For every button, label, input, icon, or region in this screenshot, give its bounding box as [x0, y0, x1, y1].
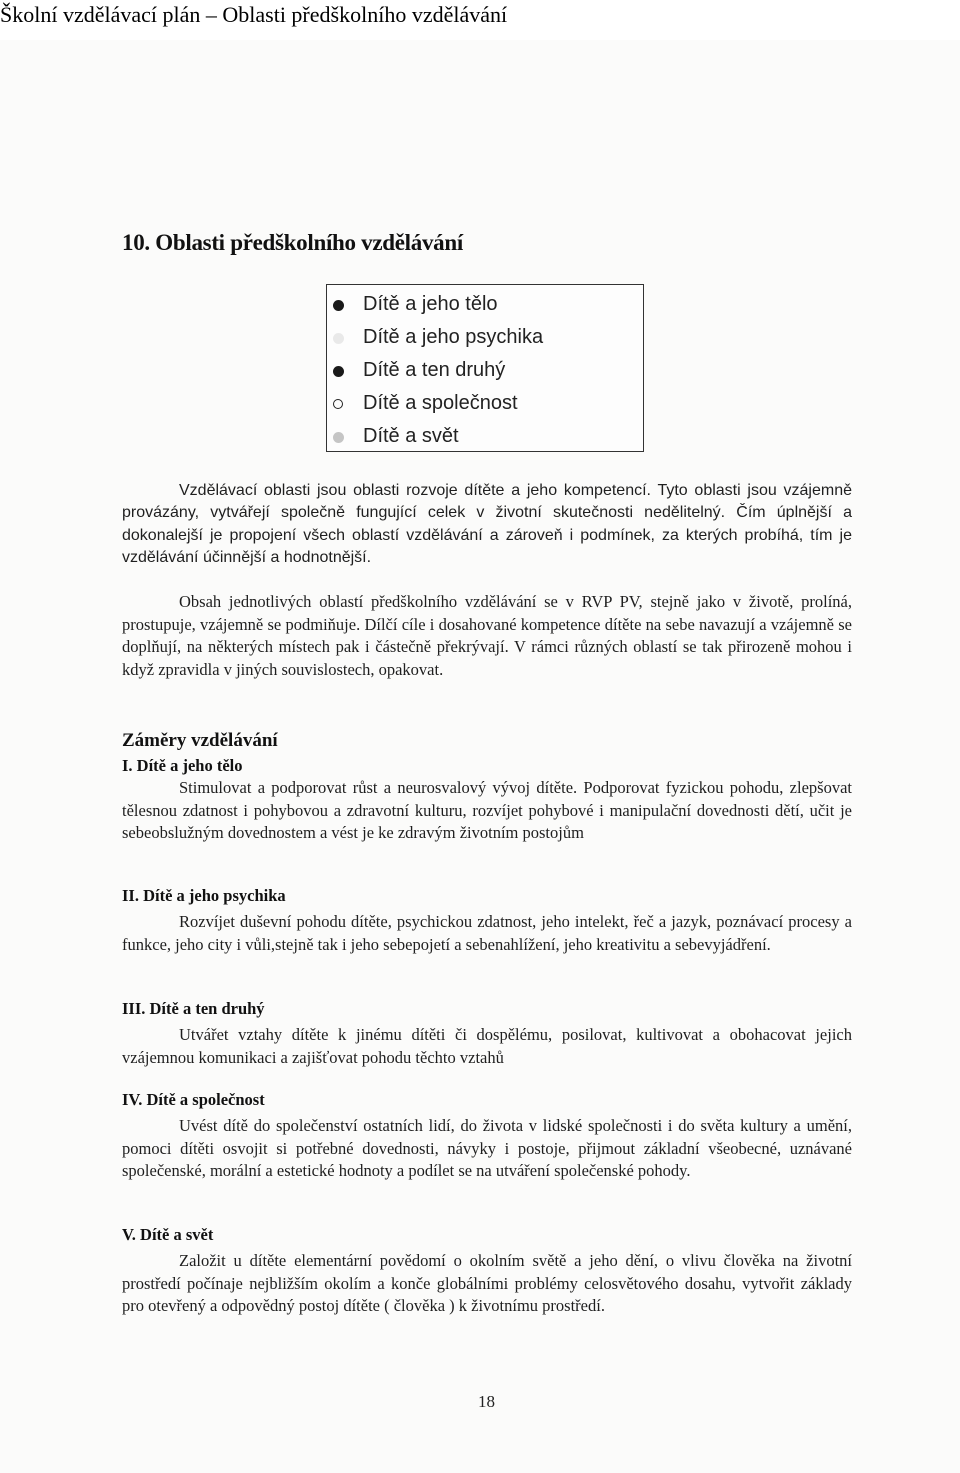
areas-box	[326, 284, 644, 452]
section-text: Utvářet vztahy dítěte k jinému dítěti či dospělému, posilovat, kultivovat a obohacovat jejich vzájemnou komunikaci a zajišťovat pohodu těchto vztahů	[122, 1025, 852, 1067]
area-label: Dítě a jeho tělo	[363, 293, 498, 315]
filled-bullet-icon	[333, 366, 344, 377]
area-item	[363, 326, 543, 349]
pale-bullet-icon	[333, 333, 344, 344]
filled-bullet-icon	[333, 300, 344, 311]
section-text: Uvést dítě do společenství ostatních lidí, do života v lidské společnosti i do světa kultury a umění, pomoci dítěti osvojit si potřebné dovednosti, návyky i postoje, přijmout základní všeobecné, uznávané společenské, morální a estetické hodnoty a podílet se na utváření společenské pohody.	[122, 1116, 852, 1181]
section-title: I. Dítě a jeho tělo	[122, 756, 243, 775]
gray-bullet-icon	[333, 432, 344, 443]
area-item	[363, 392, 518, 415]
area-label: Dítě a společnost	[363, 392, 518, 414]
page-header-title: Školní vzdělávací plán – Oblasti předškolního vzdělávání	[0, 2, 508, 27]
section-text: Rozvíjet duševní pohodu dítěte, psychickou zdatnost, jeho intelekt, řeč a jazyk, poznávací procesy a funkce, jeho city i vůli,stejně tak i jeho sebepojetí a sebenahlížení, jeho kreativitu a sebevyjádření.	[122, 912, 852, 954]
section-title: III. Dítě a ten druhý	[122, 999, 265, 1018]
intro-paragraph-1: Vzdělávací oblasti jsou oblasti rozvoje dítěte a jeho kompetencí. Tyto oblasti jsou vzájemně provázány, vytvářejí společně fungující celek v životní skutečnosti nedělitelný. Čím úplnější a dokonalejší je propojení všech oblastí vzdělávání a zároveň i podmínek, za kterých probíhá, tím je vzdělávání účinnější a hodnotnější.	[122, 482, 852, 567]
aims-heading: Záměry vzdělávání	[122, 730, 278, 751]
page-number: 18	[478, 1392, 495, 1411]
area-label: Dítě a svět	[363, 425, 459, 447]
section-text: Založit u dítěte elementární povědomí o okolním světě a jeho dění, o vlivu člověka na životní prostředí počínaje nejbližším okolím a konče globálními problémy celosvětového dosahu, vytvořit základy pro otevřený a odpovědný postoj dítěte ( člověka ) k životnímu prostředí.	[122, 1251, 852, 1316]
section-title: II. Dítě a jeho psychika	[122, 886, 286, 905]
area-item	[363, 359, 505, 382]
area-item	[363, 425, 459, 448]
area-label: Dítě a jeho psychika	[363, 326, 544, 348]
section-text: Stimulovat a podporovat růst a neurosvalový vývoj dítěte. Podporovat fyzickou pohodu, zlepšovat tělesnou zdatnost i pohybovou a zdravotní kulturu, rozvíjet pohybové i manipulační dovednosti dětí, učit je sebeobslužným dovednostem a vést je ke zdravým životním postojům	[122, 778, 852, 843]
area-item	[363, 293, 498, 316]
chapter-heading: 10. Oblasti předškolního vzdělávání	[122, 230, 463, 255]
ring-bullet-icon	[333, 399, 343, 409]
section-title: IV. Dítě a společnost	[122, 1090, 265, 1109]
section-title: V. Dítě a svět	[122, 1225, 214, 1244]
intro-paragraph-2: Obsah jednotlivých oblastí předškolního vzdělávání se v RVP PV, stejně jako v životě, prolíná, prostupuje, vzájemně se podmiňuje. Dílčí cíle i dosahované kompetence dítěte na sebe navazují a vzájemně se doplňují, na některých místech pak i částečně překrývají. V rámci různých oblastí se tak přirozeně mohou i když zpravidla v jiných souvislostech, opakovat.	[122, 592, 852, 679]
area-label: Dítě a ten druhý	[363, 359, 506, 381]
